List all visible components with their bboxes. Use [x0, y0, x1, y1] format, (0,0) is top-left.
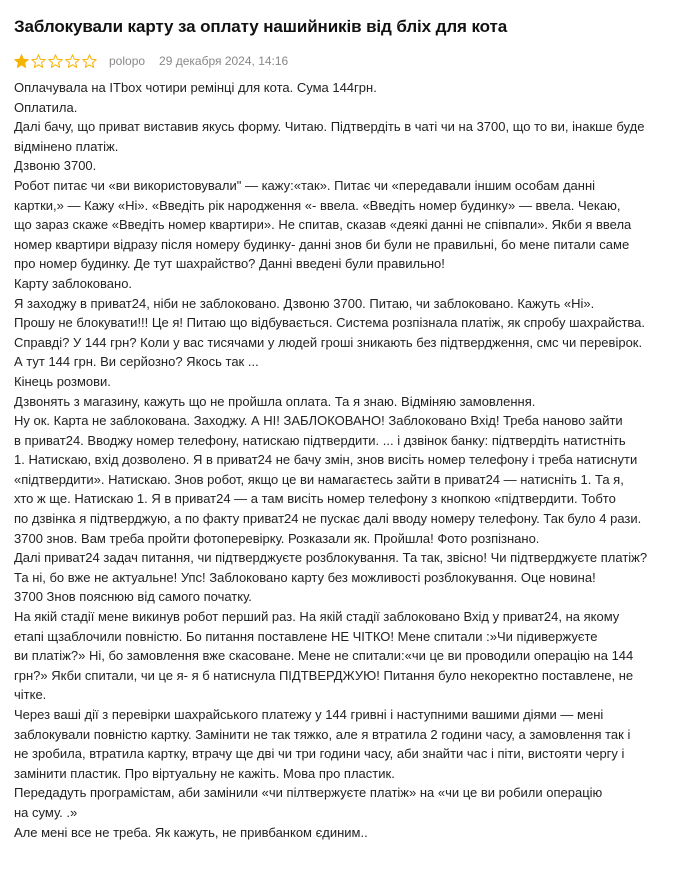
review-paragraph — [14, 294, 659, 314]
review-text-line: Через ваші дії з перевірки шахрайського платежу у 144 гривні і наступними вашими діями — мені — [14, 707, 604, 722]
review-paragraph — [14, 156, 659, 176]
review-paragraph — [14, 548, 659, 607]
review-paragraph — [14, 411, 659, 548]
review-paragraph — [14, 117, 659, 156]
review-text-line: відмінено платіж. — [14, 138, 119, 154]
review-text-line: грн?» Якби спитали, чи це я- я б натиснула ПІДТВЕРДЖУЮ! Питання було некоректно поставлене, не — [14, 667, 634, 683]
review-text-line: Передадуть програмістам, аби замінили «чи пілтвержуєте платіж» на «чи це ви робили операцію — [14, 785, 603, 801]
review-text-line: Кінець розмови. — [14, 373, 111, 389]
review-paragraph — [14, 607, 659, 705]
review-text-line: Але мені все не треба. Як кажуть, не привбанком єдиним.. — [14, 824, 368, 840]
review-meta — [14, 53, 659, 69]
review-text-line: заблокували повністю картку. Замінити не так тяжко, але я втратила 2 години часу, а замовлення так і — [14, 726, 631, 742]
star-empty-icon — [31, 54, 46, 69]
review-paragraph — [14, 823, 659, 843]
review-text-line: Ну ок. Карта не заблокована. Заходжу. А НІ! ЗАБЛОКОВАНО! Заблоковано Вхід! Треба наново зайти — [14, 413, 623, 429]
review-text-line: ви платіж?» Ні, бо замовлення вже скасоване. Мене не спитали:«чи це ви проводили операцію на 144 — [14, 648, 634, 664]
review-body — [14, 78, 659, 842]
review-paragraph — [14, 176, 659, 274]
review-text-line: «підтвердити». Натискаю. Знов робот, якщо це ви намагаєтесь зайти в приват24 — натисніть 1. Та я, — [14, 471, 624, 487]
star-empty-icon — [82, 54, 97, 69]
review-text-line: 3700 Знов пояснюю від самого початку. — [14, 589, 252, 605]
star-empty-icon — [65, 54, 80, 69]
review-text-line: А тут 144 грн. Ви серйозно? Якось так ... — [14, 354, 259, 370]
author-name[interactable]: polopo — [109, 54, 146, 68]
review-text-line: Карту заблоковано. — [14, 275, 133, 291]
review-text-line: на суму. .» — [14, 804, 78, 820]
review-text-line: Оплатила. — [14, 99, 78, 115]
review-text-line: замінити пластик. Про віртуальну не кажіть. Мова про пластик. — [14, 765, 395, 781]
review-text-line: Далі приват24 задач питання, чи підтверджуєте розблокування. Та так, звісно! Чи підтверджуєте платіж? — [14, 550, 648, 566]
review-paragraph — [14, 313, 659, 372]
review-text-line: картки,» — Кажу «Ні». «Введіть рік народження «- ввела. «Введіть номер будинку» — ввела. Чекаю, — [14, 197, 621, 213]
review-text-line: Дзвонять з магазину, кажуть що не пройшла оплата. Та я знаю. Відміняю замовлення. — [14, 393, 536, 409]
review-text-line: чітке. — [14, 687, 47, 703]
review-text-line: що зараз скаже «Введіть номер квартири». Не спитав, сказав «деякі данні не співпали». Якби я ввела — [14, 217, 632, 233]
star-filled-icon — [14, 54, 29, 69]
review-date: 29 декабря 2024, 14:16 — [159, 54, 289, 68]
review-text-line: номер квартири відразу після номеру будинку- данні знов би були не правильні, бо мене питали саме — [14, 236, 630, 252]
review-text-line: Справді? У 144 грн? Коли у вас тисячами у людей гроші зникають без підтвердження, смс чи перевірок. — [14, 334, 643, 350]
review-text-line: Далі бачу, що приват виставив якусь форму. Читаю. Підтвердіть в чаті чи на 3700, що то ви, інакше буде — [14, 119, 645, 135]
review-paragraph — [14, 783, 659, 822]
review-paragraph — [14, 78, 659, 98]
review-text-line: в приват24. Вводжу номер телефону, натискаю підтвердити. ... і дзвінок банку: підтвердіть натистніть — [14, 432, 626, 448]
review-text-line: На якій стадії мене викинув робот перший раз. На якій стадії заблоковано Вхід у приват24, на якому — [14, 609, 620, 625]
review-paragraph — [14, 274, 659, 294]
review-text-line: Я заходжу в приват24, ніби не заблоковано. Дзвоню 3700. Питаю, чи заблоковано. Кажуть «Ні». — [14, 295, 595, 311]
review-paragraph — [14, 98, 659, 118]
review-text-line: по дзвінка я підтверджую, а по факту приват24 не пускає далі вводу номеру телефону. Так було 4 рази. — [14, 511, 642, 527]
star-empty-icon — [48, 54, 63, 69]
review-text-line: Дзвоню 3700. — [14, 158, 97, 174]
review-paragraph — [14, 705, 659, 783]
review-text-line: Оплачувала на ITbox чотири ремінці для кота. Сума 144грн. — [14, 80, 377, 95]
review-paragraph — [14, 392, 659, 412]
review-text-line: про номер будинку. Де тут шахрайство? Данні введені були правильно! — [14, 256, 445, 272]
review-text-line: Прошу не блокувати!!! Це я! Питаю що відбувається. Система розпізнала платіж, як спробу шахрайства. — [14, 315, 646, 331]
rating-stars — [14, 54, 99, 69]
review-title: Заблокували карту за оплату нашийників від бліх для кота — [14, 17, 508, 36]
review-text-line: етапі щзаблочили повністю. Бо питання поставлене НЕ ЧІТКО! Мене спитали :»Чи підивержуєте — [14, 628, 598, 644]
review-text-line: Та ні, бо вже не актуальне! Упс! Заблоковано карту без можливості розблокування. Оце новина! — [14, 569, 596, 585]
review-text-line: 1. Натискаю, вхід дозволено. Я в приват24 не бачу змін, знов висіть номер телефону і треба натиснути — [14, 452, 638, 468]
review-text-line: 3700 знов. Вам треба пройти фотоперевірку. Розказали як. Пройшла! Фото розпізнано. — [14, 530, 540, 546]
review-paragraph — [14, 372, 659, 392]
review-text-line: Робот питає чи «ви використовували" — кажу:«так». Питає чи «передавали іншим особам данні — [14, 177, 596, 193]
review-text-line: не зробила, втратила картку, втрачу ще дві чи три години часу, аби знайти час і піти, вистояти чергу і — [14, 746, 625, 762]
review-text-line: хто ж ще. Натискаю 1. Я в приват24 — а там висіть номер телефону з кнопкою «підтвердити. Тобто — [14, 491, 616, 507]
